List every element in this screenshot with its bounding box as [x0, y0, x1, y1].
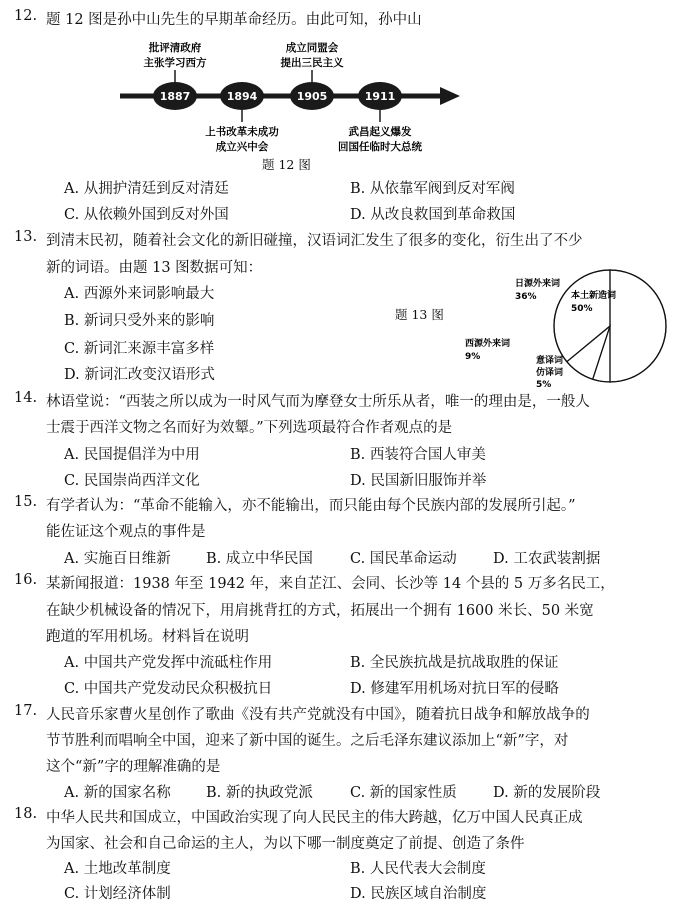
question-stem-line: 士震于西洋文物之名而好为效颦。”下列选项最符合作者观点的是 — [46, 420, 453, 436]
option-b: B. 新的执政党派 — [206, 785, 313, 801]
option-c: C. 中国共产党发动民众积极抗日 — [64, 681, 273, 697]
timeline-label: 提出三民主义 — [280, 57, 344, 69]
option-c: C. 从依赖外国到反对外国 — [64, 207, 229, 223]
option-a: A. 西源外来词影响最大 — [64, 286, 215, 302]
question-number: 17. — [14, 703, 38, 719]
option-b: B. 从依靠军阀到反对军阀 — [350, 181, 515, 197]
question-number: 16. — [14, 572, 38, 588]
option-d: D. 修建军用机场对抗日军的侵略 — [350, 681, 559, 697]
question-stem-line: 在缺少机械设备的情况下，用肩挑背扛的方式，拓展出一个拥有 1600 米长、50 米宽 — [46, 603, 594, 619]
pie-label: 西源外来词 — [465, 339, 511, 349]
question-stem-line: 中华人民共和国成立，中国政治实现了向人民民主的伟大跨越，亿万中国人民真正成 — [46, 810, 583, 826]
timeline-label: 成立同盟会 — [285, 42, 339, 54]
option-b: B. 新词只受外来的影响 — [64, 313, 215, 329]
question-stem-line: 到清末民初，随着社会文化的新旧碰撞，汉语词汇发生了很多的变化，衍生出了不少 — [46, 233, 583, 249]
option-a: A. 从拥护清廷到反对清廷 — [64, 181, 229, 197]
question-number: 18. — [14, 806, 38, 822]
question-stem-line: 某新闻报道：1938 年至 1942 年，来自芷江、会同、长沙等 14 个县的 5 万多名民工， — [46, 576, 615, 592]
option-d: D. 民族区域自治制度 — [350, 886, 487, 902]
pie-label: 日源外来词 — [515, 279, 561, 289]
question-stem-line: 节节胜利而唱响全中国，迎来了新中国的诞生。之后毛泽东建议添加上“新”字，对 — [46, 733, 569, 749]
question-stem-line: 跑道的军用机场。材料旨在说明 — [46, 629, 249, 645]
option-c: C. 民国崇尚西洋文化 — [64, 473, 200, 489]
timeline-label: 成立兴中会 — [215, 141, 269, 153]
question-number: 14. — [14, 390, 38, 406]
timeline-year: 1887 — [159, 90, 191, 103]
option-a: A. 民国提倡洋为中用 — [64, 447, 200, 463]
timeline-arrow-head — [440, 87, 460, 105]
timeline-year: 1905 — [296, 90, 328, 103]
question-number: 12. — [14, 8, 38, 24]
question-stem-line: 人民音乐家曹火星创作了歌曲《没有共产党就没有中国》，随着抗日战争和解放战争的 — [46, 707, 590, 723]
timeline-label: 上书改革未成功 — [205, 126, 279, 138]
timeline-node-1911 — [338, 82, 422, 153]
pie-value: 9% — [465, 352, 481, 362]
option-b: B. 西装符合国人审美 — [350, 447, 486, 463]
timeline-node-1887 — [144, 41, 207, 110]
timeline-figure — [110, 36, 470, 156]
pie-label: 本土新造词 — [571, 291, 617, 301]
pie-label: 仿译词 — [536, 368, 564, 378]
option-c: C. 新词汇来源丰富多样 — [64, 341, 215, 357]
timeline-year: 1911 — [364, 90, 396, 103]
question-stem-line: 新的词语。由题 13 图数据可知： — [46, 260, 263, 276]
timeline-year: 1894 — [226, 90, 258, 103]
figure-caption: 题 13 图 — [395, 307, 444, 322]
timeline-label: 批评清政府 — [148, 42, 202, 54]
pie-label: 意译词 — [536, 356, 564, 366]
timeline-node-1905 — [281, 41, 344, 110]
pie-value: 36% — [515, 292, 537, 302]
question-stem-line: 能佐证这个观点的事件是 — [46, 524, 206, 540]
timeline-node-1894 — [205, 82, 279, 153]
question-stem-line: 有学者认为：“革命不能输入，亦不能输出，而只能由每个民族内部的发展所引起。” — [46, 498, 576, 514]
question-stem-line: 林语堂说：“西装之所以成为一时风气而为摩登女士所乐从者，唯一的理由是，一般人 — [46, 394, 590, 410]
option-a: A. 土地改革制度 — [64, 861, 171, 877]
option-d: D. 新词汇改变汉语形式 — [64, 367, 215, 383]
question-number: 13. — [14, 229, 38, 245]
timeline-label: 武昌起义爆发 — [348, 126, 412, 138]
option-a: A. 实施百日维新 — [64, 551, 171, 567]
question-stem-line: 这个“新”字的理解准确的是 — [46, 759, 221, 775]
question-stem: 题 12 图是孙中山先生的早期革命经历。由此可知，孙中山 — [46, 12, 422, 28]
pie-value: 5% — [536, 380, 552, 390]
option-a: A. 中国共产党发挥中流砥柱作用 — [64, 655, 273, 671]
figure-caption: 题 12 图 — [262, 157, 311, 172]
question-stem-line: 为国家、社会和自己命运的主人，为以下哪一制度奠定了前提、创造了条件 — [46, 836, 525, 852]
option-a: A. 新的国家名称 — [64, 785, 171, 801]
option-c: C. 国民革命运动 — [350, 551, 457, 567]
pie-chart — [460, 262, 670, 392]
question-number: 15. — [14, 494, 38, 510]
option-b: B. 成立中华民国 — [206, 551, 313, 567]
option-d: D. 从改良救国到革命救国 — [350, 207, 516, 223]
option-d: D. 工农武装割据 — [493, 551, 601, 567]
option-d: D. 新的发展阶段 — [493, 785, 601, 801]
option-c: C. 新的国家性质 — [350, 785, 457, 801]
option-c: C. 计划经济体制 — [64, 886, 171, 902]
option-b: B. 全民族抗战是抗战取胜的保证 — [350, 655, 559, 671]
option-d: D. 民国新旧服饰并举 — [350, 473, 487, 489]
pie-value: 50% — [571, 304, 593, 314]
timeline-label: 回国任临时大总统 — [338, 141, 422, 153]
timeline-label: 主张学习西方 — [143, 57, 207, 69]
option-b: B. 人民代表大会制度 — [350, 861, 486, 877]
